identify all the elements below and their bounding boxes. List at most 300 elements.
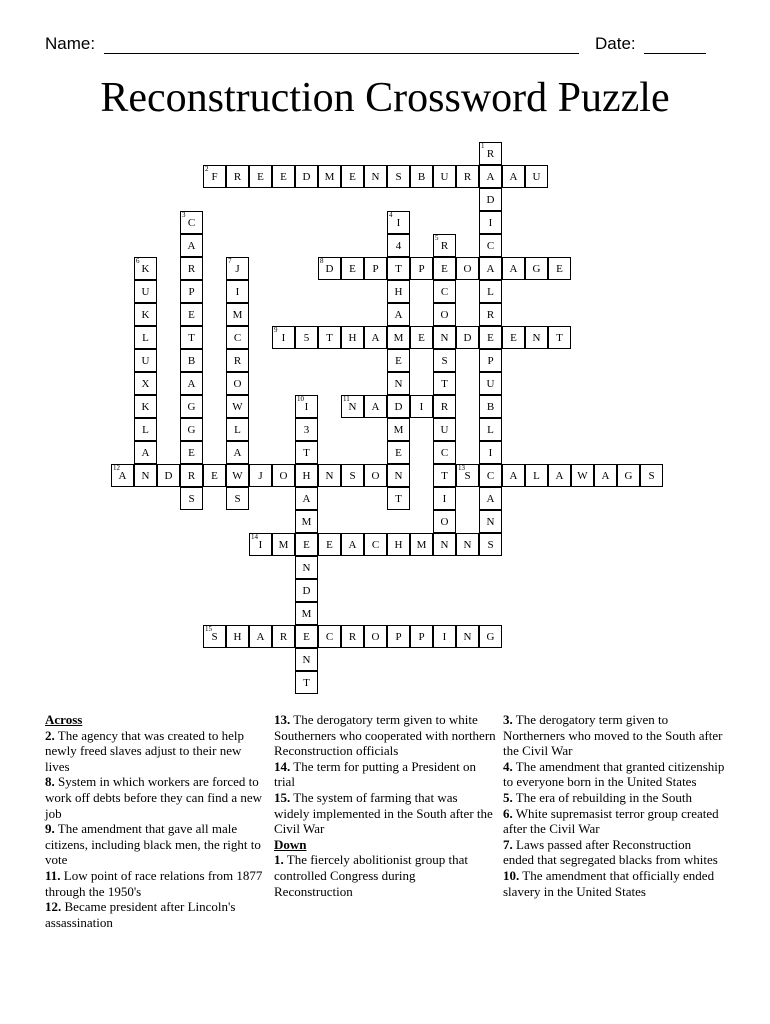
cell-letter: S [349,469,356,482]
clue-number: 10. [503,867,520,883]
cell-letter: D [302,584,311,597]
crossword-cell[interactable] [318,464,341,487]
crossword-cell[interactable] [479,280,502,303]
clue-across-9 [45,821,267,868]
crossword-cell[interactable] [410,533,433,556]
crossword-cell[interactable] [249,464,272,487]
date-label: Date: [595,34,636,53]
crossword-cell[interactable] [226,441,249,464]
crossword-cell[interactable] [479,510,502,533]
crossword-cell[interactable] [433,234,456,257]
crossword-cell[interactable] [433,487,456,510]
cell-letter: X [141,377,150,390]
crossword-cell[interactable] [433,280,456,303]
cell-letter: R [233,170,242,183]
crossword-cell[interactable] [226,165,249,188]
crossword-cell[interactable] [295,648,318,671]
cell-number: 14 [251,533,258,541]
crossword-cell[interactable] [433,395,456,418]
crossword-cell[interactable] [341,326,364,349]
crossword-cell[interactable] [341,165,364,188]
crossword-cell[interactable] [134,441,157,464]
clue-text: The derogatory term given to white Southerners who cooperated with northern Reconstruction officials [274,712,496,759]
clue-number: 15. [274,789,291,805]
crossword-cell[interactable] [456,326,479,349]
cell-letter: A [509,262,518,275]
crossword-cell[interactable] [134,464,157,487]
cell-letter: T [556,331,563,344]
clue-number: 11. [45,867,61,883]
name-line[interactable] [104,37,579,54]
crossword-cell[interactable] [295,487,318,510]
cell-number: 1 [481,142,485,150]
crossword-cell[interactable] [456,257,479,280]
crossword-cell[interactable] [134,257,157,280]
crossword-cell[interactable] [249,533,272,556]
crossword-cell[interactable] [341,625,364,648]
crossword-cell[interactable] [479,418,502,441]
crossword-cell[interactable] [433,441,456,464]
crossword-cell[interactable] [134,372,157,395]
crossword-cell[interactable] [433,372,456,395]
cell-letter: A [348,538,357,551]
crossword-cell[interactable] [387,234,410,257]
cell-letter: A [233,446,242,459]
cell-letter: R [187,469,196,482]
cell-letter: L [487,423,494,436]
crossword-cell[interactable] [387,257,410,280]
crossword-cell[interactable] [341,464,364,487]
crossword-cell[interactable] [502,326,525,349]
crossword-cell[interactable] [226,303,249,326]
cell-letter: N [371,170,380,183]
crossword-cell[interactable] [180,349,203,372]
name-label: Name: [45,34,96,53]
crossword-cell[interactable] [203,625,226,648]
cell-letter: C [187,216,196,229]
crossword-cell[interactable] [479,533,502,556]
crossword-cell[interactable] [594,464,617,487]
cell-letter: S [487,538,494,551]
cell-letter: A [486,262,495,275]
crossword-cell[interactable] [180,326,203,349]
cell-number: 6 [136,257,140,265]
crossword-cell[interactable] [364,326,387,349]
crossword-cell[interactable] [180,372,203,395]
cell-letter: C [486,239,495,252]
crossword-cell[interactable] [387,533,410,556]
crossword-cell[interactable] [203,464,226,487]
name-field[interactable] [45,34,579,54]
cell-number: 13 [458,464,465,472]
crossword-cell[interactable] [295,326,318,349]
cell-letter: N [348,400,357,413]
crossword-cell[interactable] [479,211,502,234]
cell-letter: N [463,538,472,551]
crossword-cell[interactable] [433,464,456,487]
cell-letter: T [326,331,333,344]
crossword-cell[interactable] [134,395,157,418]
clue-column-2 [274,712,496,899]
crossword-cell[interactable] [479,188,502,211]
cell-letter: T [441,377,448,390]
crossword-cell[interactable] [318,533,341,556]
cell-letter: W [232,469,243,482]
crossword-cell[interactable] [295,464,318,487]
clue-text: Laws passed after Reconstruction ended that segregated blacks from whites [503,836,718,868]
clue-text: The era of rebuilding in the South [515,789,692,805]
crossword-cell[interactable] [226,349,249,372]
crossword-cell[interactable] [134,326,157,349]
crossword-cell[interactable] [548,326,571,349]
cell-letter: N [302,561,311,574]
crossword-cell[interactable] [410,625,433,648]
clue-column-3 [503,712,725,899]
crossword-cell[interactable] [410,395,433,418]
crossword-cell[interactable] [456,464,479,487]
cell-letter: K [141,400,150,413]
crossword-cell[interactable] [203,165,226,188]
clue-down-1 [274,852,496,899]
crossword-cell[interactable] [134,349,157,372]
crossword-cell[interactable] [502,165,525,188]
cell-letter: T [395,492,402,505]
clue-across-11 [45,868,267,899]
crossword-cell[interactable] [134,280,157,303]
crossword-cell[interactable] [502,257,525,280]
cell-letter: P [395,630,402,643]
clue-down-5 [503,790,725,806]
cell-number: 4 [389,211,393,219]
crossword-cell[interactable] [433,326,456,349]
crossword-cell[interactable] [249,165,272,188]
crossword-cell[interactable] [295,579,318,602]
cell-letter: E [211,469,218,482]
crossword-cell[interactable] [226,372,249,395]
cell-letter: E [257,170,264,183]
crossword-cell[interactable] [295,602,318,625]
crossword-cell[interactable] [387,441,410,464]
crossword-cell[interactable] [157,464,180,487]
clue-across-8 [45,774,267,821]
crossword-cell[interactable] [387,372,410,395]
clue-text: The fiercely abolitionist group that controlled Congress during Reconstruction [274,852,468,899]
crossword-cell[interactable] [272,326,295,349]
crossword-cell[interactable] [180,211,203,234]
cell-letter: N [302,653,311,666]
crossword-cell[interactable] [479,326,502,349]
crossword-cell[interactable] [180,487,203,510]
cell-letter: A [371,331,380,344]
crossword-cell[interactable] [295,395,318,418]
crossword-cell[interactable] [318,165,341,188]
cell-letter: E [395,446,402,459]
cell-letter: U [440,170,449,183]
cell-letter: E [326,538,333,551]
cell-letter: E [510,331,517,344]
cell-letter: A [555,469,564,482]
cell-letter: G [486,630,495,643]
crossword-cell[interactable] [525,464,548,487]
crossword-cell[interactable] [548,257,571,280]
cell-letter: I [488,446,493,459]
cell-letter: R [279,630,288,643]
crossword-cell[interactable] [387,349,410,372]
crossword-cell[interactable] [433,418,456,441]
crossword-cell[interactable] [272,165,295,188]
crossword-cell[interactable] [525,257,548,280]
crossword-cell[interactable] [433,257,456,280]
cell-letter: A [187,239,196,252]
crossword-cell[interactable] [226,487,249,510]
cell-letter: S [441,354,448,367]
cell-letter: T [303,446,310,459]
crossword-cell[interactable] [479,234,502,257]
crossword-cell[interactable] [364,257,387,280]
crossword-cell[interactable] [180,395,203,418]
cell-letter: A [486,492,495,505]
crossword-cell[interactable] [295,671,318,694]
crossword-cell[interactable] [479,303,502,326]
crossword-cell[interactable] [387,487,410,510]
crossword-cell[interactable] [364,533,387,556]
cell-letter: A [601,469,610,482]
crossword-cell[interactable] [272,464,295,487]
clue-down-10 [503,868,725,899]
crossword-cell[interactable] [226,395,249,418]
cell-letter: I [442,492,447,505]
clue-across-2 [45,728,267,775]
cell-letter: I [442,630,447,643]
crossword-cell[interactable] [387,418,410,441]
cell-letter: G [532,262,541,275]
crossword-cell[interactable] [479,395,502,418]
clue-number: 2. [45,727,55,743]
cell-letter: P [418,262,425,275]
cell-letter: C [233,331,242,344]
crossword-cell[interactable] [226,418,249,441]
cell-letter: U [532,170,541,183]
crossword-cell[interactable] [364,165,387,188]
crossword-cell[interactable] [226,326,249,349]
cell-number: 11 [343,395,350,403]
cell-letter: N [486,515,495,528]
cell-letter: D [394,400,403,413]
crossword-cell[interactable] [479,372,502,395]
cell-letter: R [187,262,196,275]
cell-letter: I [396,216,401,229]
cell-letter: E [418,331,425,344]
crossword-cell[interactable] [318,326,341,349]
clue-text: The system of farming that was widely implemented in the South after the Civil War [274,789,493,837]
crossword-cell[interactable] [295,165,318,188]
crossword-cell[interactable] [410,326,433,349]
clue-number: 4. [503,758,513,774]
crossword-cell[interactable] [387,211,410,234]
cell-number: 7 [228,257,232,265]
cell-number: 15 [205,625,212,633]
cell-letter: E [349,170,356,183]
crossword-cell[interactable] [180,418,203,441]
crossword-cell[interactable] [433,533,456,556]
crossword-cell[interactable] [364,395,387,418]
crossword-cell[interactable] [571,464,594,487]
cell-letter: N [532,331,541,344]
crossword-cell[interactable] [272,625,295,648]
cell-letter: S [188,492,195,505]
crossword-cell[interactable] [134,418,157,441]
crossword-cell[interactable] [410,257,433,280]
cell-number: 10 [297,395,304,403]
cell-number: 5 [435,234,439,242]
crossword-cell[interactable] [318,625,341,648]
cell-letter: D [463,331,472,344]
cell-letter: S [234,492,241,505]
cell-letter: M [278,538,289,551]
cell-number: 8 [320,257,324,265]
crossword-cell[interactable] [111,464,134,487]
cell-letter: J [235,262,240,275]
cell-letter: O [440,308,449,321]
cell-letter: E [188,308,195,321]
crossword-cell[interactable] [180,257,203,280]
crossword-cell[interactable] [341,395,364,418]
crossword-cell[interactable] [180,464,203,487]
cell-letter: P [487,354,494,367]
cell-letter: I [304,400,309,413]
cell-letter: U [440,423,449,436]
crossword-cell[interactable] [433,510,456,533]
crossword-cell[interactable] [387,326,410,349]
crossword-cell[interactable] [341,257,364,280]
crossword-cell[interactable] [502,464,525,487]
crossword-cell[interactable] [226,257,249,280]
crossword-cell[interactable] [479,625,502,648]
crossword-cell[interactable] [479,441,502,464]
crossword-cell[interactable] [479,165,502,188]
clue-text: The term for putting a President on trial [274,758,476,790]
cell-letter: U [486,377,495,390]
cell-letter: W [577,469,588,482]
crossword-cell[interactable] [433,165,456,188]
crossword-cell[interactable] [525,326,548,349]
crossword-cell[interactable] [456,625,479,648]
crossword-cell[interactable] [433,625,456,648]
cell-letter: E [303,630,310,643]
crossword-cell[interactable] [479,142,502,165]
crossword-cell[interactable] [617,464,640,487]
cell-letter: I [281,331,286,344]
crossword-cell[interactable] [180,303,203,326]
crossword-cell[interactable] [387,395,410,418]
cell-letter: G [187,423,196,436]
cell-letter: A [371,400,380,413]
clue-number: 3. [503,712,513,727]
cell-letter: P [188,285,195,298]
crossword-cell[interactable] [180,441,203,464]
crossword-cell[interactable] [456,533,479,556]
cell-letter: N [325,469,334,482]
crossword-cell[interactable] [341,533,364,556]
cell-letter: A [509,469,518,482]
crossword-cell[interactable] [226,464,249,487]
cell-number: 2 [205,165,209,173]
cell-letter: N [394,377,403,390]
crossword-cell[interactable] [249,625,272,648]
clue-number: 5. [503,789,513,805]
cell-letter: J [258,469,263,482]
crossword-cell[interactable] [387,464,410,487]
crossword-cell[interactable] [410,165,433,188]
crossword-cell[interactable] [387,280,410,303]
down-heading: Down [274,836,307,852]
cell-letter: T [188,331,195,344]
cell-letter: P [372,262,379,275]
cell-letter: O [233,377,242,390]
cell-letter: L [142,423,149,436]
cell-letter: A [118,469,127,482]
crossword-cell[interactable] [180,234,203,257]
cell-letter: C [440,285,449,298]
clue-down-4 [503,759,725,790]
crossword-cell[interactable] [226,625,249,648]
clue-number: 7. [503,836,513,852]
crossword-cell[interactable] [433,303,456,326]
crossword-cell[interactable] [479,257,502,280]
across-heading: Across [45,712,83,727]
crossword-cell[interactable] [548,464,571,487]
crossword-cell[interactable] [364,625,387,648]
crossword-cell[interactable] [456,165,479,188]
cell-letter: I [258,538,263,551]
crossword-cell[interactable] [295,418,318,441]
crossword-cell[interactable] [295,441,318,464]
crossword-cell[interactable] [479,487,502,510]
crossword-cell[interactable] [387,625,410,648]
date-field[interactable] [595,34,706,54]
cell-letter: A [394,308,403,321]
crossword-cell[interactable] [479,349,502,372]
cell-letter: T [441,469,448,482]
crossword-cell[interactable] [295,625,318,648]
cell-letter: L [234,423,241,436]
crossword-cell[interactable] [387,303,410,326]
cell-letter: R [440,400,449,413]
crossword-cell[interactable] [433,349,456,372]
cell-letter: O [463,262,472,275]
crossword-cell[interactable] [295,533,318,556]
cell-letter: E [395,354,402,367]
crossword-cell[interactable] [387,165,410,188]
cell-number: 12 [113,464,120,472]
clue-number: 9. [45,821,55,837]
crossword-cell[interactable] [295,510,318,533]
crossword-cell[interactable] [479,464,502,487]
crossword-cell[interactable] [226,280,249,303]
crossword-cell[interactable] [272,533,295,556]
crossword-cell[interactable] [364,464,387,487]
crossword-cell[interactable] [318,257,341,280]
crossword-cell[interactable] [180,280,203,303]
crossword-cell[interactable] [640,464,663,487]
date-line[interactable] [644,37,706,54]
crossword-cell[interactable] [295,556,318,579]
crossword-cell[interactable] [134,303,157,326]
cell-letter: G [624,469,633,482]
cell-letter: R [440,239,449,252]
clue-text: White supremasist terror group created after the Civil War [503,805,719,837]
crossword-cell[interactable] [525,165,548,188]
